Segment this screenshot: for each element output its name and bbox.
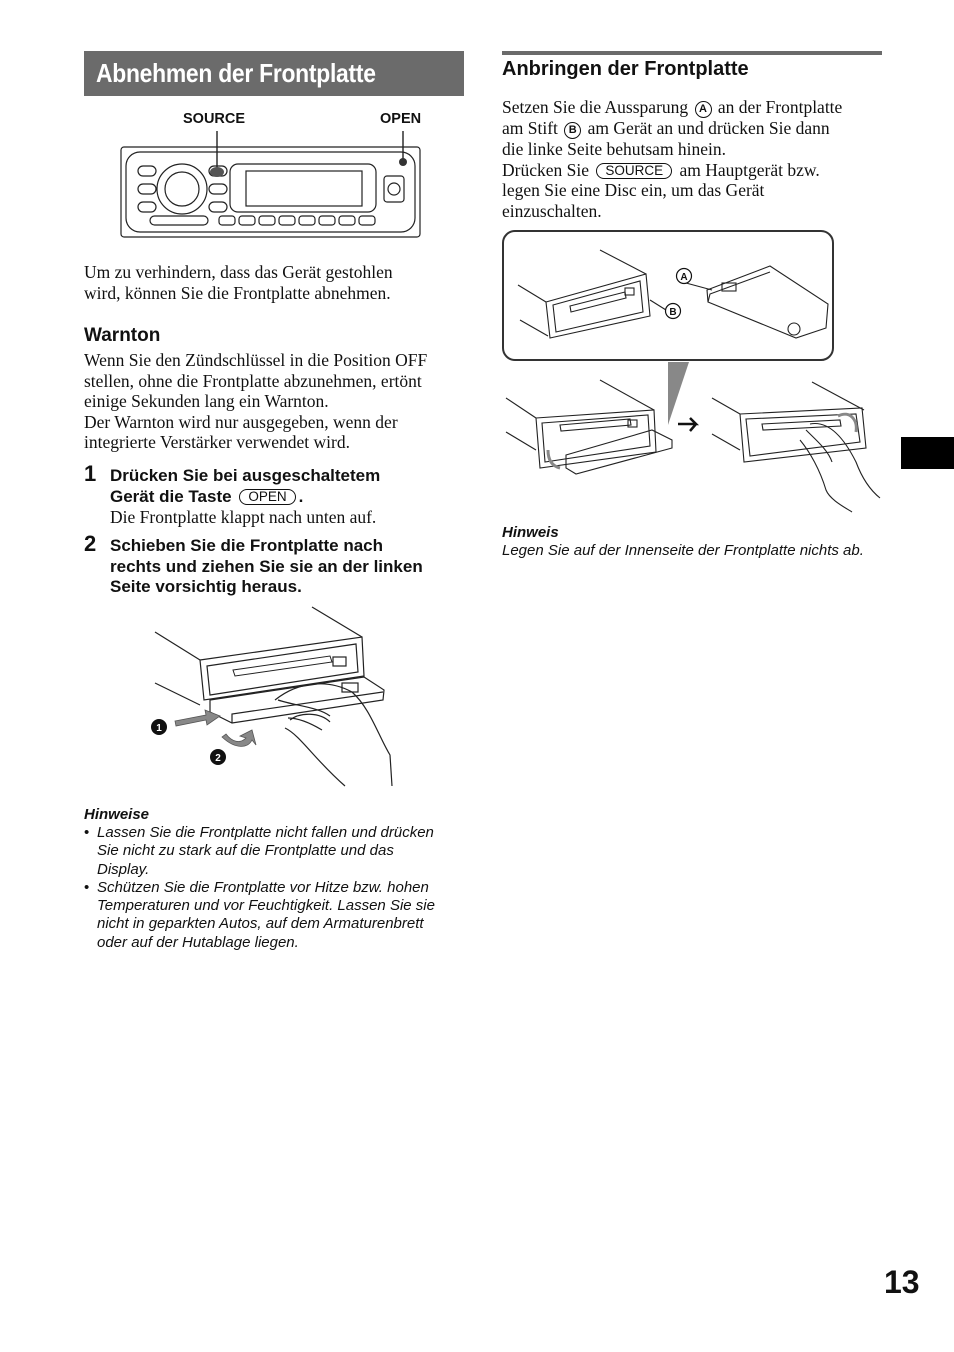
warnton-line: stellen, ohne die Frontplatte abzunehmen, ertönt: [84, 370, 422, 391]
page-number: 13: [884, 1264, 920, 1300]
fig-label-source: SOURCE: [183, 111, 246, 127]
hinweise-line: Temperaturen und vor Feuchtigkeit. Lassen Sie sie: [97, 897, 435, 915]
section-title-attach: Anbringen der Frontplatte: [502, 58, 749, 80]
step-1-line-text: Gerät die Taste: [110, 486, 232, 506]
fig3-marker-a: A: [680, 272, 688, 283]
intro-line: Um zu verhindern, dass das Gerät gestohlen: [84, 262, 393, 282]
attach-text: am Hauptgerät bzw.: [679, 159, 820, 180]
hinweise-line: • Schützen Sie die Frontplatte vor Hitze bzw. hohen: [97, 878, 429, 896]
hinweis-heading: Hinweis: [502, 524, 559, 541]
step-2-line: Seite vorsichtig heraus.: [110, 577, 302, 596]
attach-text: Setzen Sie die Aussparung: [502, 97, 689, 117]
marker-b: B: [564, 122, 581, 139]
attach-text: Drücken Sie: [502, 159, 589, 180]
warnton-line: integrierte Verstärker verwendet wird.: [84, 432, 350, 452]
intro-line: wird, können Sie die Frontplatte abnehmen.: [84, 282, 391, 303]
hinweise-line: Sie nicht zu stark auf die Frontplatte und das: [97, 842, 394, 860]
source-key: SOURCE: [596, 163, 672, 179]
chapter-tab: [901, 437, 954, 469]
attach-line: einzuschalten.: [502, 200, 602, 221]
fig3-marker-b: B: [669, 307, 677, 318]
step-1-line: Drücken Sie bei ausgeschaltetem: [110, 466, 381, 485]
fig-label-open: OPEN: [380, 111, 422, 127]
hinweise-line: nicht in geparkten Autos, auf dem Armaturenbrett: [97, 915, 424, 933]
warnton-line: einige Sekunden lang ein Warnton.: [84, 391, 329, 411]
hinweise-line: • Lassen Sie die Frontplatte nicht fallen und drücken: [97, 824, 434, 841]
open-key: OPEN: [239, 489, 295, 505]
step-1-number: 1: [84, 461, 97, 486]
warnton-heading: Warnton: [84, 325, 161, 346]
section-title-remove-text: Abnehmen der Frontplatte: [96, 58, 376, 88]
marker-a: A: [695, 101, 712, 118]
step-2-line: Schieben Sie die Frontplatte nach: [110, 536, 383, 555]
warnton-line: Wenn Sie den Zündschlüssel in die Position OFF: [84, 350, 428, 370]
attach-text: an der Frontplatte: [717, 97, 843, 117]
hinweise-line: oder auf der Hutablage liegen.: [97, 933, 299, 951]
hinweise-heading: Hinweise: [84, 806, 150, 823]
attach-text: am Gerät an und drücken Sie dann: [587, 118, 830, 138]
attach-line: die linke Seite behutsam hinein.: [502, 139, 727, 159]
attach-line: legen Sie eine Disc ein, um das Gerät: [502, 180, 765, 200]
warnton-line: Der Warnton wird nur ausgegeben, wenn der: [84, 411, 398, 432]
hinweis-text: Legen Sie auf der Innenseite der Frontplatte nichts ab.: [502, 542, 864, 559]
fig2-marker-1: 1: [156, 723, 162, 734]
fig2-marker-2: 2: [215, 753, 221, 764]
step-2-line: rechts und ziehen Sie sie an der linken: [110, 556, 423, 576]
step-1-result: Die Frontplatte klappt nach unten auf.: [110, 507, 377, 527]
step-2-number: 2: [84, 531, 97, 556]
attach-text: am Stift: [502, 118, 558, 138]
hinweise-line: Display.: [97, 860, 150, 878]
step-1-period: .: [298, 486, 304, 506]
